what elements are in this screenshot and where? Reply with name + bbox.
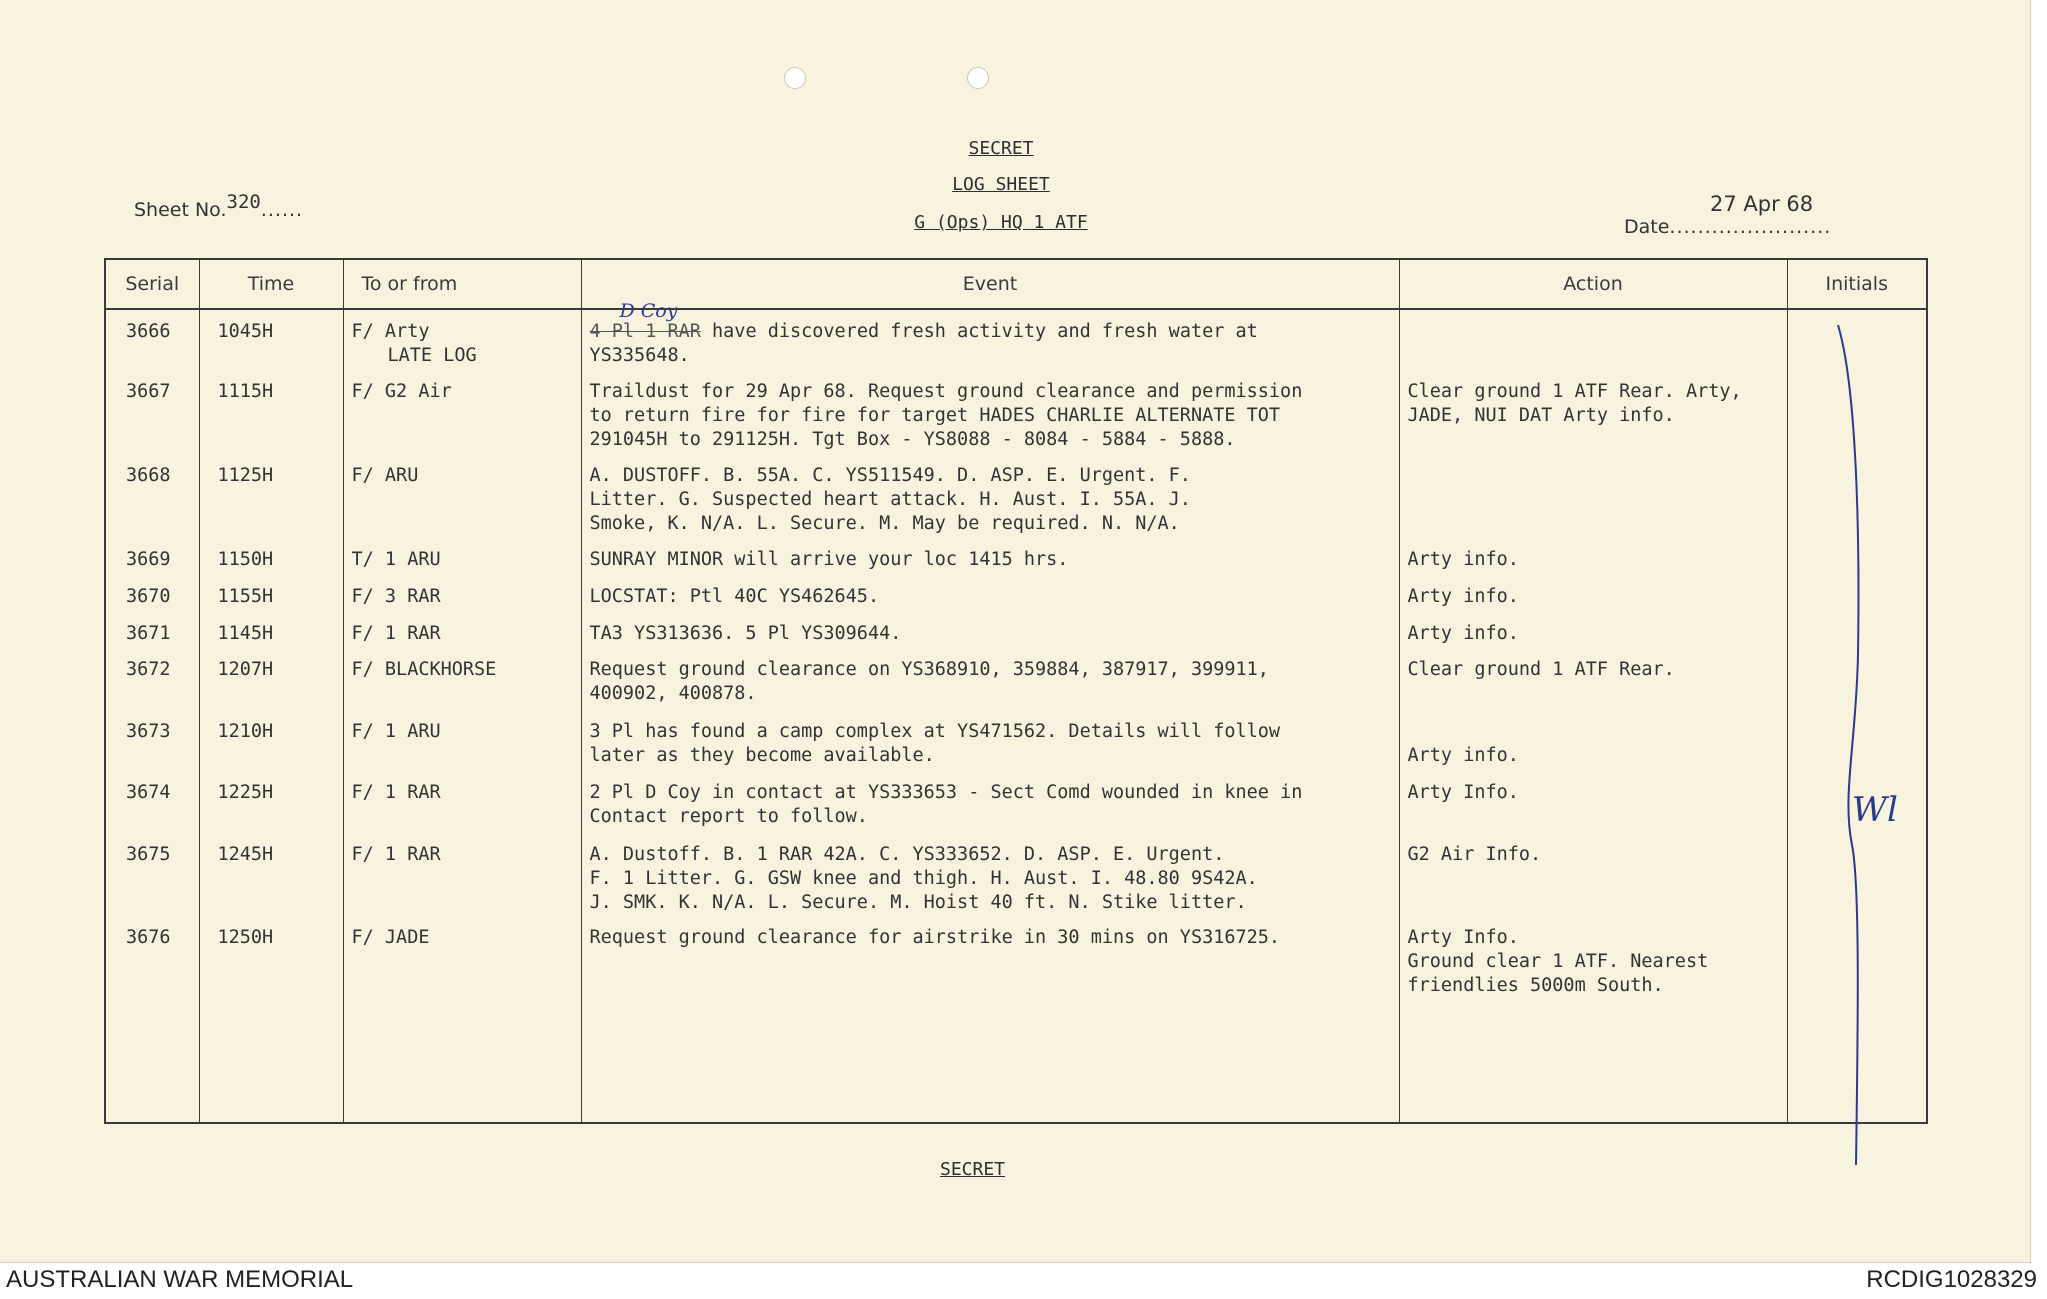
- to-from-line: T/ 1 ARU: [351, 549, 441, 571]
- cell-action: [1399, 612, 1787, 649]
- cell-action: [1399, 370, 1787, 454]
- event-line: later as they become available.: [589, 744, 935, 766]
- cell-time: 1210H: [199, 710, 343, 771]
- cell-event: [581, 771, 1399, 832]
- cell-event: [581, 575, 1399, 612]
- to-from-line: F/ Arty: [351, 321, 430, 342]
- punch-hole-right: [967, 67, 989, 89]
- cell-to-from: [343, 309, 581, 370]
- table-row: [105, 575, 1927, 612]
- header-action: Action: [1399, 259, 1787, 309]
- footer-archive-name: AUSTRALIAN WAR MEMORIAL: [6, 1266, 354, 1293]
- to-from-line: F/ 1 RAR: [351, 622, 441, 644]
- cell-time: 1245H: [199, 833, 343, 917]
- cell-serial: 3671: [105, 612, 199, 649]
- cell-serial: 3674: [105, 771, 199, 832]
- header-initials: Initials: [1787, 259, 1927, 309]
- cell-serial: 3669: [105, 538, 199, 575]
- action-line: Arty info.: [1407, 549, 1519, 571]
- header-event: Event: [581, 259, 1399, 309]
- cell-time: 1225H: [199, 771, 343, 832]
- cell-event: [581, 454, 1399, 538]
- to-from-line: F/ JADE: [351, 927, 430, 949]
- date-label: Date: [1624, 216, 1670, 238]
- event-text: have discovered fresh activity and fresh water at: [700, 321, 1258, 342]
- event-line: 3 Pl has found a camp complex at YS471562. Details will follow: [589, 720, 1281, 742]
- cell-action: [1399, 309, 1787, 370]
- cell-time: 1207H: [199, 648, 343, 709]
- cell-action: [1399, 454, 1787, 538]
- cell-time: 1155H: [199, 575, 343, 612]
- cell-event: [581, 648, 1399, 709]
- cell-time: 1145H: [199, 612, 343, 649]
- action-line: friendlies 5000m South.: [1407, 975, 1664, 997]
- punch-hole-left: [784, 67, 806, 89]
- date-field: Date.......................: [1624, 216, 1832, 238]
- footer-record-id: RCDIG1028329: [1866, 1266, 2037, 1293]
- to-from-line: F/ BLACKHORSE: [351, 659, 497, 681]
- cell-serial: 3666: [105, 309, 199, 370]
- log-body: [105, 300, 1927, 1123]
- classification-top: SECRET: [968, 138, 1034, 159]
- log-sheet-title: LOG SHEET: [952, 174, 1050, 195]
- cell-to-from: [343, 648, 581, 709]
- to-from-line: F/ 1 RAR: [351, 782, 441, 804]
- cell-action: [1399, 538, 1787, 575]
- action-line: [1408, 720, 1779, 744]
- table-row: [105, 370, 1927, 454]
- action-line: Clear ground 1 ATF Rear. Arty,: [1407, 381, 1742, 403]
- event-line: Contact report to follow.: [589, 806, 868, 828]
- cell-action: [1399, 710, 1787, 771]
- cell-time: 1150H: [199, 538, 343, 575]
- action-line: Arty info.: [1407, 622, 1519, 644]
- event-line: SUNRAY MINOR will arrive your loc 1415 hrs.: [589, 549, 1069, 571]
- table-row: [105, 771, 1927, 832]
- cell-serial: 3667: [105, 370, 199, 454]
- cell-serial: 3676: [105, 916, 199, 1123]
- log-table: [104, 258, 1928, 1124]
- cell-serial: 3672: [105, 648, 199, 709]
- table-row: [105, 648, 1927, 709]
- struck-correction: [589, 300, 701, 342]
- event-line: J. SMK. K. N/A. L. Secure. M. Hoist 40 ft. N. Stike litter.: [589, 891, 1247, 913]
- cell-serial: 3673: [105, 710, 199, 771]
- table-row: [105, 454, 1927, 538]
- event-line: Litter. G. Suspected heart attack. H. Aust. I. 55A. J.: [589, 489, 1191, 511]
- table-row: [105, 612, 1927, 649]
- to-from-line: F/ ARU: [351, 465, 419, 487]
- event-line: [589, 300, 1391, 344]
- cell-event: [581, 538, 1399, 575]
- cell-time: 1125H: [199, 454, 343, 538]
- cell-action: [1399, 771, 1787, 832]
- event-line: Request ground clearance on YS368910, 359884, 387917, 399911,: [589, 659, 1269, 681]
- cell-to-from: [343, 710, 581, 771]
- table-row: [105, 833, 1927, 917]
- cell-to-from: [343, 538, 581, 575]
- to-from-line: LATE LOG: [387, 345, 477, 366]
- event-line: Smoke, K. N/A. L. Secure. M. May be required. N. N/A.: [589, 513, 1180, 535]
- cell-to-from: [343, 916, 581, 1123]
- cell-event: [581, 300, 1399, 370]
- cell-action: [1399, 916, 1787, 1123]
- event-line: F. 1 Litter. G. GSW knee and thigh. H. Aust. I. 48.80 9S42A.: [589, 867, 1258, 889]
- cell-event: [581, 370, 1399, 454]
- table-row: [105, 309, 1927, 370]
- action-line: Clear ground 1 ATF Rear.: [1407, 659, 1675, 681]
- sheet-number-value: 320: [226, 191, 261, 213]
- event-line: 2 Pl D Coy in contact at YS333653 - Sect Comd wounded in knee in: [589, 782, 1303, 804]
- event-line: 291045H to 291125H. Tgt Box - YS8088 - 8084 - 5884 - 5888.: [589, 429, 1236, 451]
- to-from-line: F/ 1 ARU: [351, 720, 441, 742]
- event-line: A. DUSTOFF. B. 55A. C. YS511549. D. ASP. E. Urgent. F.: [589, 465, 1191, 487]
- action-line: Arty info.: [1407, 585, 1519, 607]
- action-line: Arty info.: [1407, 744, 1519, 766]
- to-from-line: F/ 1 RAR: [351, 843, 441, 865]
- event-line: Traildust for 29 Apr 68. Request ground clearance and permission: [589, 381, 1303, 403]
- action-line: Arty Info.: [1407, 927, 1519, 949]
- table-row: [105, 538, 1927, 575]
- header-serial: Serial: [105, 259, 199, 309]
- unit-heading: G (Ops) HQ 1 ATF: [914, 212, 1088, 233]
- struck-text: 4 Pl 1 RAR: [589, 321, 701, 342]
- cell-to-from: [343, 370, 581, 454]
- handwritten-initials: Wl: [1852, 790, 1898, 830]
- cell-action: [1399, 575, 1787, 612]
- cell-action: [1399, 833, 1787, 917]
- cell-to-from: [343, 771, 581, 832]
- initials-bracket-line: [1834, 325, 1874, 1165]
- table-header-row: [105, 259, 1927, 309]
- to-from-line: F/ G2 Air: [351, 381, 452, 403]
- cell-to-from: [343, 454, 581, 538]
- to-from-line: F/ 3 RAR: [351, 585, 441, 607]
- cell-to-from: [343, 612, 581, 649]
- sheet-number-label: Sheet No.: [134, 199, 227, 221]
- cell-serial: 3670: [105, 575, 199, 612]
- cell-action: [1399, 648, 1787, 709]
- cell-event: [581, 916, 1399, 1123]
- event-line: A. Dustoff. B. 1 RAR 42A. C. YS333652. D. ASP. E. Urgent.: [589, 843, 1225, 865]
- cell-to-from: [343, 833, 581, 917]
- handwritten-insert: D Coy: [619, 300, 678, 322]
- event-line: TA3 YS313636. 5 Pl YS309644.: [589, 622, 902, 644]
- event-line: to return fire for fire for target HADES CHARLIE ALTERNATE TOT: [589, 405, 1281, 427]
- cell-serial: 3668: [105, 454, 199, 538]
- cell-time: 1045H: [199, 309, 343, 370]
- date-value: 27 Apr 68: [1710, 192, 1814, 216]
- action-line: G2 Air Info.: [1407, 843, 1542, 865]
- action-line: JADE, NUI DAT Arty info.: [1407, 405, 1675, 427]
- cell-to-from: [343, 575, 581, 612]
- event-line: 400902, 400878.: [589, 683, 757, 705]
- cell-serial: 3675: [105, 833, 199, 917]
- cell-event: [581, 612, 1399, 649]
- header-to-from: To or from: [343, 259, 581, 309]
- cell-time: 1115H: [199, 370, 343, 454]
- cell-event: [581, 833, 1399, 917]
- table-row: [105, 710, 1927, 771]
- event-line: YS335648.: [589, 345, 690, 366]
- sheet-number-field: Sheet No.320......: [134, 191, 304, 221]
- table-row: [105, 916, 1927, 1123]
- action-line: Arty Info.: [1407, 782, 1519, 804]
- cell-time: 1250H: [199, 916, 343, 1123]
- event-line: LOCSTAT: Ptl 40C YS462645.: [589, 585, 880, 607]
- classification-bottom: SECRET: [940, 1159, 1006, 1180]
- action-line: Ground clear 1 ATF. Nearest: [1407, 951, 1709, 973]
- cell-event: [581, 710, 1399, 771]
- event-line: Request ground clearance for airstrike in 30 mins on YS316725.: [589, 927, 1281, 949]
- header-time: Time: [199, 259, 343, 309]
